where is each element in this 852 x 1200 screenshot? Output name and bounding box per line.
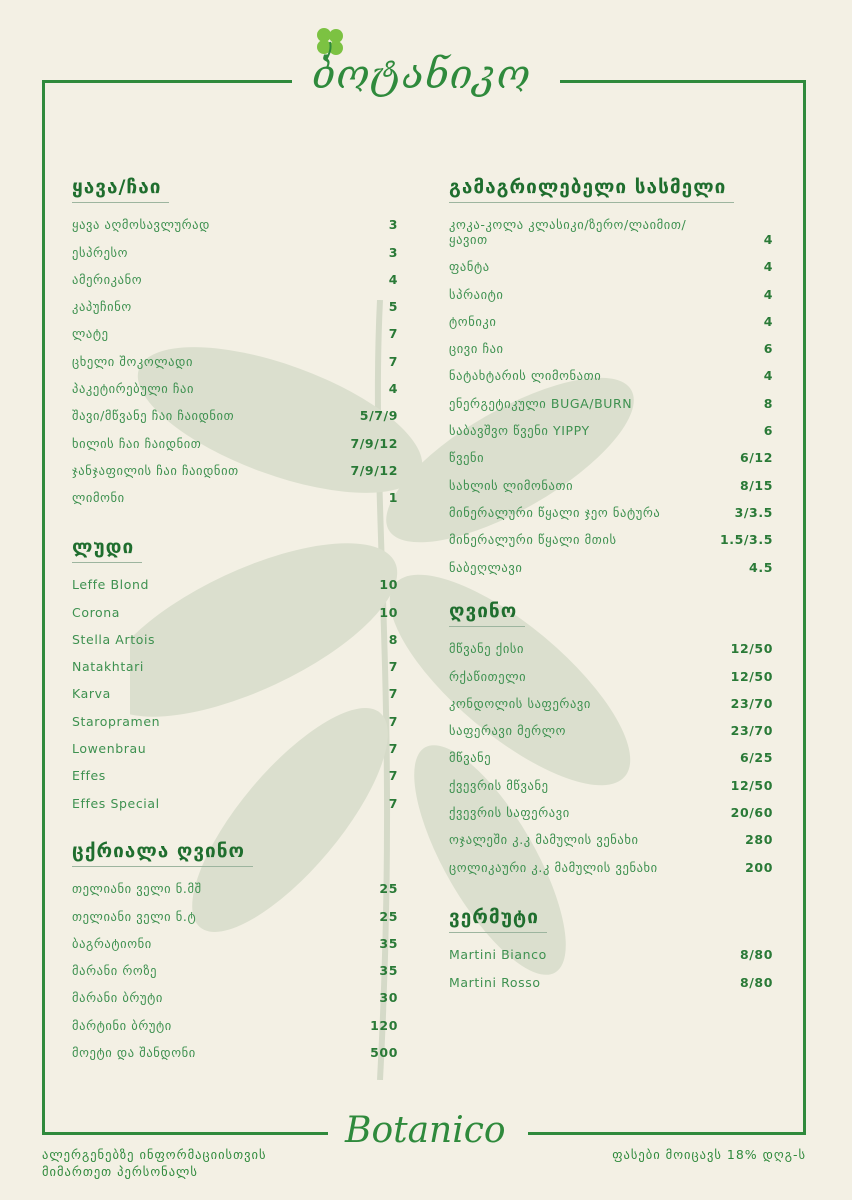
section-soft-drinks [449, 176, 773, 575]
menu-item [449, 684, 773, 711]
section-title: ცქრიალა ღვინო [72, 840, 253, 867]
menu-item [72, 896, 398, 923]
menu-item [72, 978, 398, 1005]
item-name: მოეტი და შანდონი [72, 1045, 196, 1061]
item-price: 8 [388, 631, 398, 647]
item-name: რქაწითელი [449, 668, 527, 684]
item-price: 7 [388, 741, 398, 757]
item-name: თელიანი ველი ნ.მშ [72, 881, 202, 897]
menu-item [72, 287, 398, 314]
item-price: 4 [763, 286, 773, 302]
item-name: სახლის ლიმონათი [449, 477, 574, 493]
menu-item [72, 783, 398, 810]
menu-item [449, 438, 773, 465]
item-price: 7 [388, 686, 398, 702]
menu-item [449, 302, 773, 329]
item-name: საფერავი მერლო [449, 723, 567, 739]
menu-item [449, 793, 773, 820]
menu-item [72, 674, 398, 701]
item-name: სპრაიტი [449, 286, 504, 302]
item-price: 7 [388, 768, 398, 784]
menu-item [449, 411, 773, 438]
item-price: 3/3.5 [734, 504, 773, 520]
item-name: ჯანჯაფილის ჩაი ჩაიდნით [72, 462, 239, 478]
item-price: 8/80 [739, 974, 773, 990]
menu-item [449, 356, 773, 383]
section-title: ღვინო [449, 600, 525, 627]
item-price: 1 [388, 490, 398, 506]
item-price: 4.5 [749, 559, 773, 575]
item-price: 3 [388, 244, 398, 260]
item-name: კაპუჩინო [72, 299, 132, 315]
menu-item [449, 383, 773, 410]
menu-item [449, 629, 773, 656]
frame-bottom-right [528, 1132, 806, 1135]
menu-item [72, 314, 398, 341]
allergen-note-line2: მიმართეთ პერსონალს [42, 1164, 198, 1179]
item-name: საბავშვო წვენი YIPPY [449, 423, 590, 439]
menu-item [449, 820, 773, 847]
item-price: 25 [379, 881, 398, 897]
item-price: 3 [388, 217, 398, 233]
item-price: 12/50 [730, 641, 773, 657]
item-price: 6/12 [739, 450, 773, 466]
item-price: 12/50 [730, 777, 773, 793]
item-price: 35 [379, 963, 398, 979]
item-name: შავი/მწვანე ჩაი ჩაიდნით [72, 408, 235, 424]
menu-item [72, 620, 398, 647]
item-price: 35 [379, 935, 398, 951]
item-price: 23/70 [730, 723, 773, 739]
item-price: 8/80 [739, 947, 773, 963]
menu-item [449, 711, 773, 738]
menu-item [72, 369, 398, 396]
item-price: 7/9/12 [350, 435, 398, 451]
menu-item [72, 647, 398, 674]
item-price: 5/7/9 [359, 408, 398, 424]
item-price: 7 [388, 659, 398, 675]
menu-item [449, 465, 773, 492]
menu-item [449, 656, 773, 683]
section-beer [72, 536, 398, 811]
item-name: ბაგრატიონი [72, 935, 152, 951]
item-name: Stella Artois [72, 631, 156, 647]
allergen-note [42, 1146, 267, 1180]
item-name: Martini Rosso [449, 974, 541, 990]
section-title: ლუდი [72, 536, 142, 563]
item-name: ცოლიკაური კ.კ მამულის ვენახი [449, 859, 658, 875]
menu-item [449, 205, 773, 247]
item-name: წვენი [449, 450, 485, 466]
menu-item [449, 765, 773, 792]
item-name: ოჯალეში კ.კ მამულის ვენახი [449, 832, 639, 848]
item-name: პაკეტირებული ჩაი [72, 381, 195, 397]
menu-item [449, 547, 773, 574]
item-price: 7/9/12 [350, 462, 398, 478]
item-name: Leffe Blond [72, 577, 150, 593]
item-price: 120 [370, 1017, 398, 1033]
item-name: ფანტა [449, 259, 490, 275]
item-name: მარანი ბრუტი [72, 990, 163, 1006]
menu-item [72, 869, 398, 896]
item-price: 4 [763, 259, 773, 275]
menu-item [72, 260, 398, 287]
menu-item [449, 329, 773, 356]
item-name: Lowenbrau [72, 741, 147, 757]
item-name: ტონიკი [449, 313, 497, 329]
item-price: 200 [745, 859, 773, 875]
menu-item [72, 701, 398, 728]
item-price: 8 [763, 395, 773, 411]
menu-item [449, 247, 773, 274]
item-name: ნაბეღლავი [449, 559, 523, 575]
item-name: ხილის ჩაი ჩაიდნით [72, 435, 202, 451]
menu-item [449, 274, 773, 301]
item-price: 4 [763, 368, 773, 384]
menu-item [72, 423, 398, 450]
item-price: 25 [379, 908, 398, 924]
menu-item [72, 205, 398, 232]
logo-georgian: ბოტანიკო [312, 52, 532, 98]
menu-item [72, 951, 398, 978]
menu-item [72, 232, 398, 259]
vat-note: ფასები მოიცავს 18% დღგ-ს [612, 1147, 806, 1162]
section-wine [449, 600, 773, 875]
brand-logo: Botanico [335, 1110, 516, 1151]
menu-item [72, 729, 398, 756]
item-price: 7 [388, 353, 398, 369]
item-name: ქვევრის მწვანე [449, 777, 549, 793]
menu-item [449, 962, 773, 989]
section-sparkling-wine [72, 840, 398, 1060]
item-name: ლატე [72, 326, 109, 342]
item-price: 10 [379, 577, 398, 593]
menu-item [72, 924, 398, 951]
section-title: გამაგრილებელი სასმელი [449, 176, 734, 203]
item-price: 12/50 [730, 668, 773, 684]
item-price: 280 [745, 832, 773, 848]
item-name: ყავა აღმოსავლურად [72, 217, 210, 233]
menu-item [449, 520, 773, 547]
item-name: მწვანე [449, 750, 492, 766]
item-name: მარანი როზე [72, 963, 158, 979]
item-price: 4 [763, 232, 773, 247]
item-name: ენერგეტიკული BUGA/BURN [449, 395, 633, 411]
menu-item [449, 935, 773, 962]
item-name: ლიმონი [72, 490, 125, 506]
item-name: მწვანე ქისი [449, 641, 525, 657]
menu-item [449, 493, 773, 520]
menu-item [449, 738, 773, 765]
item-name: მინერალური წყალი ჯეო ნატურა [449, 504, 661, 520]
item-name: მინერალური წყალი მთის [449, 532, 617, 548]
item-price: 7 [388, 713, 398, 729]
menu-item [72, 478, 398, 505]
item-price: 6 [763, 423, 773, 439]
menu-item [72, 396, 398, 423]
item-name: Martini Bianco [449, 947, 547, 963]
menu-item [72, 756, 398, 783]
item-name: Staropramen [72, 713, 161, 729]
item-price: 6/25 [739, 750, 773, 766]
item-price: 5 [388, 299, 398, 315]
menu-item [72, 592, 398, 619]
item-name: ცხელი შოკოლადი [72, 353, 194, 369]
item-name: ცივი ჩაი [449, 341, 504, 357]
item-name: ქვევრის საფერავი [449, 805, 570, 821]
menu-item [72, 1033, 398, 1060]
section-coffee-tea [72, 176, 398, 505]
frame-bottom-left [42, 1132, 328, 1135]
item-price: 4 [763, 313, 773, 329]
item-price: 7 [388, 795, 398, 811]
item-price: 8/15 [739, 477, 773, 493]
section-vermouth [449, 906, 773, 990]
item-name: Effes Special [72, 795, 160, 811]
item-price: 1.5/3.5 [719, 532, 773, 548]
item-price: 20/60 [730, 805, 773, 821]
item-price: 10 [379, 604, 398, 620]
section-title: ვერმუტი [449, 906, 547, 933]
item-name: Karva [72, 686, 111, 702]
menu-item [449, 847, 773, 874]
item-name: ესპრესო [72, 244, 129, 260]
item-name: ნატახტარის ლიმონათი [449, 368, 602, 384]
item-price: 4 [388, 271, 398, 287]
item-name: ამერიკანო [72, 271, 143, 287]
item-name: Effes [72, 768, 106, 784]
item-name: კონდოლის საფერავი [449, 695, 591, 711]
section-title: ყავა/ჩაი [72, 176, 169, 203]
menu-item [72, 341, 398, 368]
item-price: 30 [379, 990, 398, 1006]
item-price: 4 [388, 381, 398, 397]
item-name: Corona [72, 604, 121, 620]
menu-item [72, 565, 398, 592]
item-name: Natakhtari [72, 659, 144, 675]
allergen-note-line1: ალერგენებზე ინფორმაციისთვის [42, 1147, 267, 1162]
item-price: 500 [370, 1045, 398, 1061]
item-price: 7 [388, 326, 398, 342]
menu-item [72, 451, 398, 478]
item-price: 6 [763, 341, 773, 357]
item-name: მარტინი ბრუტი [72, 1017, 172, 1033]
item-price: 23/70 [730, 695, 773, 711]
item-name: თელიანი ველი ნ.ტ [72, 908, 197, 924]
item-name: კოკა-კოლა კლასიკი/ზერო/ლაიმით/ყავით [449, 217, 687, 247]
menu-item [72, 1005, 398, 1032]
